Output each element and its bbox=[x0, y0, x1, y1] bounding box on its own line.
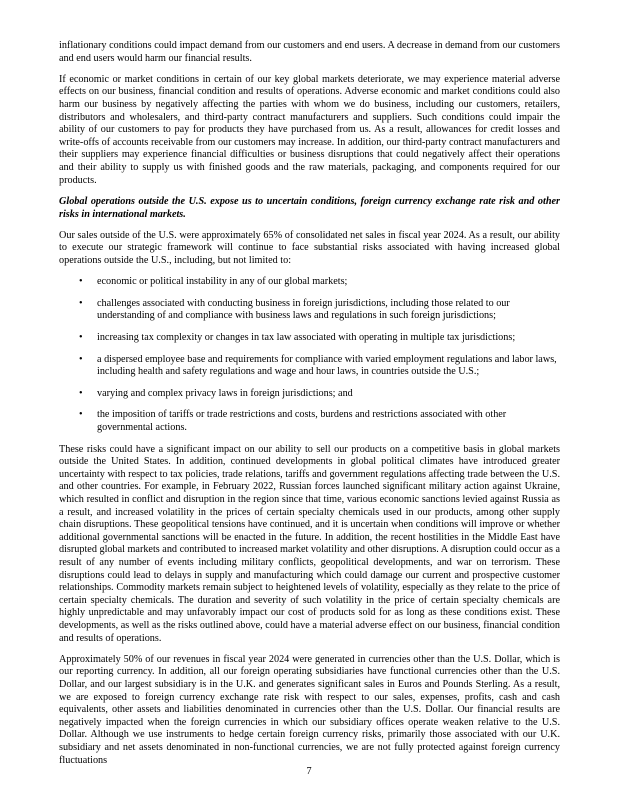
bullet-text: a dispersed employee base and requirements for compliance with varied employment regulations and labor laws, including health and safety regulations and wage and hour laws, in countries outside the U.S.; bbox=[97, 353, 557, 378]
carryover-paragraph-inflationary-conditions: inflationary conditions could impact demand from our customers and end users. A decrease in demand from our customers and end users would harm our financial results. bbox=[59, 40, 560, 64]
bullet-icon: • bbox=[79, 387, 83, 399]
paragraph-geopolitical-risks: These risks could have a significant impact on our ability to sell our products on a competitive basis in global markets outside the United States. In addition, continued developments in global political climates have introduced greater uncertainty with respect to tax policies, trade relations, tariffs and government regulations affecting trade between the U.S. and other countries. For example, in February 2022, Russian forces launched significant military action against Ukraine, which resulted in conflict and disruption in the region since that time, various economic sanctions levied against Russia as a result, and increased volatility in the prices of certain specialty chemicals used in our products, among other supply chain disruptions. These geopolitical tensions have continued, and it is uncertain when conditions will improve or whether additional governmental sanctions will be enacted in the future. In addition, the recent hostilities in the Middle East have disrupted global markets and contributed to increased market volatility and other disruptions. A disruption could occur as a result of any number of events including military conflicts, geopolitical developments, and war on terrorism. These disruptions could lead to delays in supply and manufacturing which could damage our current and prospective customer relationships. Commodity markets remain subject to heightened levels of volatility, especially as they relate to the price of certain specialty chemicals. The duration and severity of such volatility in the price of certain specialty chemicals are highly unpredictable and may unfavorably impact our cost of products sold for as long as these conditions exist. These developments, as well as the risks outlined above, could have a material adverse effect on our business, financial condition and results of operations. bbox=[59, 443, 560, 644]
paragraph-sales-outside-us: Our sales outside of the U.S. were approximately 65% of consolidated net sales in fiscal year 2024. As a result, our ability to execute our strategic framework will continue to face substantial risks associated with having increased global operations outside the U.S., including, but not limited to: bbox=[59, 229, 560, 266]
page-number: 7 bbox=[306, 766, 312, 777]
bullet-item bbox=[59, 409, 560, 434]
paragraph-foreign-currency: Approximately 50% of our revenues in fiscal year 2024 were generated in currencies other than the U.S. Dollar, which is our reporting currency. In addition, all our foreign operating subsidiaries have functional currencies other than the U.S. Dollar, and our largest subsidiary is in the U.K. and generates significant sales in Euros and Pounds Sterling. As a result, we are exposed to foreign currency exchange rate risk with respect to our sales, expenses, profits, cash and cash equivalents, other assets and liabilities denominated in currencies other than the U.S. Dollar. Our financial results are negatively impacted when the foreign currencies in which our subsidiary offices operate weaken relative to the U.S. Dollar. Although we use instruments to hedge certain foreign currency risks, primarily those associated with our U.K. subsidiary and net assets denominated in non-functional currencies, we are not fully protected against foreign currency fluctuations bbox=[59, 653, 560, 766]
bullet-text: the imposition of tariffs or trade restrictions and costs, burdens and restrictions associated with other governmental actions. bbox=[97, 409, 507, 433]
risk-factor-heading-global-operations: Global operations outside the U.S. expose us to uncertain conditions, foreign currency exchange rate risk and other risks in international markets. bbox=[59, 195, 560, 220]
bullet-text: varying and complex privacy laws in foreign jurisdictions; and bbox=[97, 387, 353, 399]
bullet-icon: • bbox=[79, 332, 83, 344]
paragraph-economic-market-conditions: If economic or market conditions in certain of our key global markets deteriorate, we may experience material adverse effects on our business, financial condition and results of operations. Adverse economic and market conditions could also harm our business by negatively affecting the parties with whom we do business, including our customers, retailers, distributors and wholesalers, and third-party contract manufacturers and suppliers. Such conditions could impair the ability of our customers to pay for products they have purchased from us. As a result, allowances for credit losses and write-offs of accounts receivable from our customers may increase. In addition, our third-party contract manufacturers and their suppliers may experience financial difficulties or business disruptions that could negatively affect their operations and their ability to supply us with finished goods and the raw materials, packaging, and components required for our products. bbox=[59, 73, 560, 186]
bullet-icon: • bbox=[79, 409, 83, 421]
bullet-icon: • bbox=[79, 276, 83, 288]
bullet-text: challenges associated with conducting business in foreign jurisdictions, including those related to our understanding of and compliance with business laws and regulations in such foreign jurisdictions; bbox=[97, 297, 510, 322]
bullet-item bbox=[59, 298, 560, 323]
bullet-text: increasing tax complexity or changes in tax law associated with operating in multiple tax jurisdictions; bbox=[97, 332, 516, 344]
bullet-item bbox=[59, 354, 560, 379]
bullet-item bbox=[59, 332, 560, 345]
bullet-item bbox=[59, 388, 560, 401]
bullet-icon: • bbox=[79, 297, 83, 309]
bullet-icon: • bbox=[79, 353, 83, 365]
risk-bullet-list bbox=[59, 276, 560, 434]
bullet-item bbox=[59, 276, 560, 289]
bullet-text: economic or political instability in any of our global markets; bbox=[97, 276, 348, 288]
